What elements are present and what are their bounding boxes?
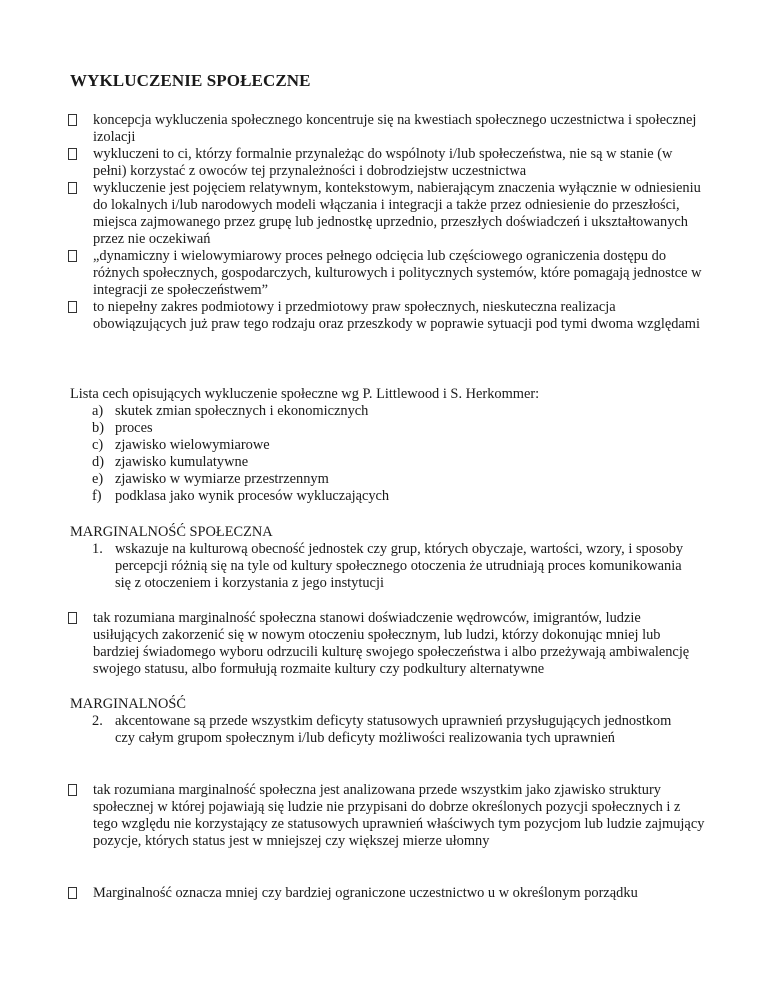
features-intro: Lista cech opisujących wykluczenie społeczne wg P. Littlewood i S. Herkommer: <box>70 386 540 402</box>
list-item <box>68 610 708 678</box>
list-item <box>68 180 708 248</box>
bullet-text: tak rozumiana marginalność społeczna jest analizowana przede wszystkim jako zjawisko struktury społecznej w której pojawiają się ludzie nie przypisani do dobrze określonych pozycji społecznych i z tego względu nie korzystający ze statusowych uprawnień właściwych tym pozycjom lub ludzie zajmujący pozycje, których status jest w mniejszej czy większej mierze ułomny <box>93 782 705 849</box>
bullet-text: Marginalność oznacza mniej czy bardziej ograniczone uczestnictwo u w określonym porządku <box>93 885 638 901</box>
list-marker: a) <box>92 403 104 419</box>
section-heading-social-marginality: MARGINALNOŚĆ SPOŁECZNA <box>70 524 273 540</box>
numbered-item <box>92 713 692 747</box>
bullet-text: to niepełny zakres podmiotowy i przedmiotowy praw społecznych, nieskuteczna realizacja obowiązujących już praw tego rodzaju oraz przeszkody w poprawie sytuacji pod tymi dwoma względami <box>93 299 700 332</box>
bullet-text: wykluczeni to ci, którzy formalnie przynależąc do wspólnoty i/lub społeczeństwa, nie są w stanie (w pełni) korzystać z owoców tej przynależności i dobrodziejstw uczestnictwa <box>93 146 673 179</box>
list-item <box>68 146 708 180</box>
list-marker: b) <box>92 420 104 436</box>
list-item-text: proces <box>115 420 153 436</box>
list-item <box>68 112 708 146</box>
numbered-item <box>92 541 692 592</box>
list-item <box>92 420 712 437</box>
list-item <box>68 885 708 902</box>
list-marker: 2. <box>92 713 103 729</box>
list-item <box>68 248 708 299</box>
list-item <box>92 488 712 505</box>
list-marker: e) <box>92 471 104 487</box>
section-heading-marginality: MARGINALNOŚĆ <box>70 696 186 712</box>
bullet-text: „dynamiczny i wielowymiarowy proces pełnego odcięcia lub częściowego ograniczenia dostępu do różnych społecznych, gospodarczych, kulturowych i politycznych systemów, które pomagają jednostce w integracji ze społeczeństwem” <box>93 248 702 298</box>
features-list <box>92 403 712 505</box>
list-item-text: podklasa jako wynik procesów wykluczających <box>115 488 390 504</box>
list-item-text: zjawisko kumulatywne <box>115 454 249 470</box>
checkbox-bullet-icon <box>68 612 77 624</box>
list-marker: 1. <box>92 541 103 557</box>
section2-bullet <box>68 782 708 850</box>
page-title: WYKLUCZENIE SPOŁECZNE <box>70 71 311 90</box>
numbered-item-text: akcentowane są przede wszystkim deficyty statusowych uprawnień przysługujących jednostkom czy całym grupom społecznym i/lub deficyty możliwości realizowania tych uprawnień <box>115 713 672 746</box>
checkbox-bullet-icon <box>68 784 77 796</box>
list-marker: d) <box>92 454 104 470</box>
definition-bullet-list <box>68 112 708 333</box>
checkbox-bullet-icon <box>68 887 77 899</box>
list-marker: f) <box>92 488 102 504</box>
bullet-text: koncepcja wykluczenia społecznego koncentruje się na kwestiach społecznego uczestnictwa i społecznej izolacji <box>93 112 697 145</box>
list-item <box>68 299 708 333</box>
list-item <box>68 782 708 850</box>
final-bullet <box>68 885 708 902</box>
numbered-item-text: wskazuje na kulturową obecność jednostek czy grup, których obyczaje, wartości, wzory, i sposoby percepcji różnią się na tyle od kultury społecznego otoczenia że utrudniają proces komunikowania się z otoczeniem i korzystania z jego instytucji <box>115 541 684 591</box>
list-item <box>92 403 712 420</box>
section1-bullet <box>68 610 708 678</box>
bullet-text: wykluczenie jest pojęciem relatywnym, kontekstowym, nabierającym znaczenia wyłącznie w odniesieniu do lokalnych i/lub narodowych modeli włączania i integracji a także przez odniesienie do przeszłości, miejsca zajmowanego przez grupę lub jednostkę uprzednio, przeszłych doświadczeń i ukształtowanych przez nie oczekiwań <box>93 180 701 247</box>
list-item-text: zjawisko wielowymiarowe <box>115 437 270 453</box>
checkbox-bullet-icon <box>68 114 77 126</box>
list-item <box>92 437 712 454</box>
list-item-text: skutek zmian społecznych i ekonomicznych <box>115 403 369 419</box>
bullet-text: tak rozumiana marginalność społeczna stanowi doświadczenie wędrowców, imigrantów, ludzie usiłujących zakorzenić się w nowym otoczeniu społecznym, lub ludzi, którzy dokonując mniej lub bardziej świadomego wyboru odrzucili kulturę swojego społeczeństwa i albo przeżywają ambiwalencję swojego statusu, albo formułują rozmaite kultury czy podkultury alternatywne <box>93 610 690 677</box>
list-marker: c) <box>92 437 104 453</box>
list-item <box>92 454 712 471</box>
list-item-text: zjawisko w wymiarze przestrzennym <box>115 471 329 487</box>
checkbox-bullet-icon <box>68 182 77 194</box>
checkbox-bullet-icon <box>68 250 77 262</box>
checkbox-bullet-icon <box>68 301 77 313</box>
checkbox-bullet-icon <box>68 148 77 160</box>
list-item <box>92 471 712 488</box>
